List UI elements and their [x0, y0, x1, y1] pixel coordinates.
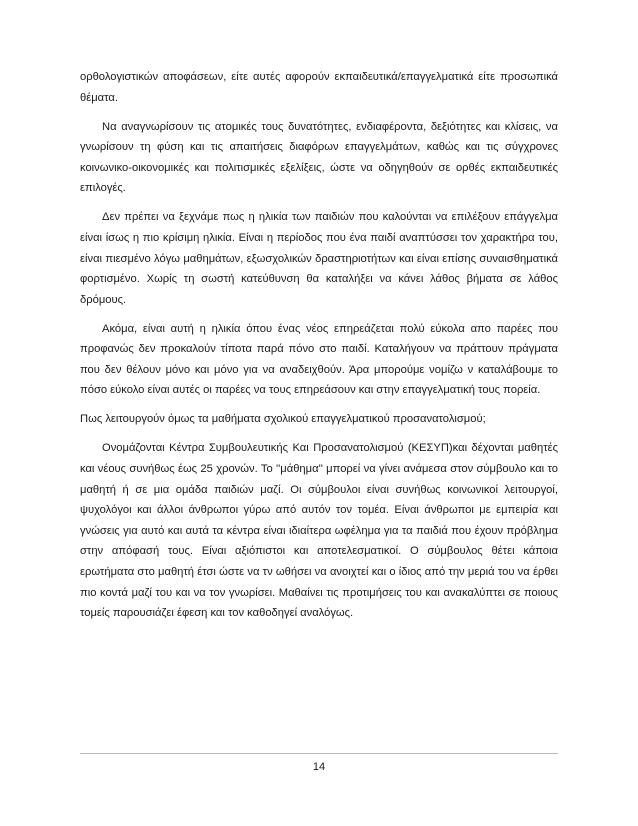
paragraph-3: Δεν πρέπει να ξεχνάμε πως η ηλικία των παιδιών που καλούνται να επιλέξουν επάγγελμα είναι ίσως η πιο κρίσιμη ηλικία. Είναι η περίοδος που ένα παιδί αναπτύσσει τον χαρακτήρα του, είναι πιεσμένο λόγω μαθημάτων, εξωσχολικών δραστηριοτήτων και είναι επίσης συναισθηματικά φορτισμένο. Χωρίς τη σωστή κατεύθυνση θα καταλήξει να κάνει λάθος βήματα σε λάθος δρόμους. [80, 211, 558, 306]
document-body [80, 67, 558, 632]
paragraph-6: Ονομάζονται Κέντρα Συμβουλευτικής Και Προσανατολισμού (ΚΕΣΥΠ)και δέχονται μαθητές και νέους συνήθως έως 25 χρονών. Το ''μάθημα'' μπορεί να γίνει ανάμεσα στον σύμβουλο και το μαθητή ή σε μια ομάδα παιδιών μαζί. Οι σύμβουλοι είναι συνήθως κοινωνικοί λειτουργοί, ψυχολόγοι και άλλοι άνθρωποι γύρω από αυτόν τον τομέα. Είναι άνθρωποι με εμπειρία και γνώσεις για αυτό και αυτά τα κέντρα είναι ιδιαίτερα ωφέλημα για τα παιδιά που έχουν πρόβλημα στην απόφασή τους. Είναι αξιόπιστοι και αποτελεσματικοί. Ο σύμβουλος θέτει κάποια ερωτήματα στο μαθητή έτσι ώστε να τν ωθήσει να ανοιχτεί και ο ίδιος από την μεριά του να έρθει πιο κοντά μαζί του και να τον γνωρίσει. Μαθαίνει τις προτιμήσεις του και ανακαλύπτει σε ποιους τομείς παρουσιάζει έφεση και τον καθοδηγεί αναλόγως. [80, 442, 558, 620]
paragraph-2: Να αναγνωρίσουν τις ατομικές τους δυνατότητες, ενδιαφέροντα, δεξιότητες και κλίσεις, να γνωρίσουν τη φύση και τις απαιτήσεις διαφόρων επαγγελμάτων, καθώς και τις σύγχρονες κοινωνικο-οικονομικές και πολιτισμικές εξελίξεις, ώστε να οδηγηθούν σε ορθές εκπαιδευτικές επιλογές. [80, 120, 558, 195]
page-number: 14 [312, 761, 326, 773]
paragraph-5-question: Πως λειτουργούν όμως τα μαθήματα σχολικού επαγγελματικού προσανατολισμού; [80, 413, 486, 426]
paragraph-4: Ακόμα, είναι αυτή η ηλικία όπου ένας νέος επηρεάζεται πολύ εύκολα απο παρέες που προφανώς δεν προκαλούν τίποτα παρά πόνο στο παιδί. Καταλήγουν να πράττουν πράγματα που δεν θέλουν μόνο και μόνο για να αναδειχθούν. Άρα μπορούμε νομίζω ν καταλάβουμε το πόσο εύκολο είναι αυτές οι παρέες να τους επηρεάσουν και στην επαγγελματική τους πορεία. [80, 322, 558, 397]
paragraph-1: ορθολογιστικών αποφάσεων, είτε αυτές αφορούν εκπαιδευτικά/επαγγελματικά είτε προσωπικά θέματα. [80, 71, 558, 104]
footer-rule [80, 753, 558, 754]
